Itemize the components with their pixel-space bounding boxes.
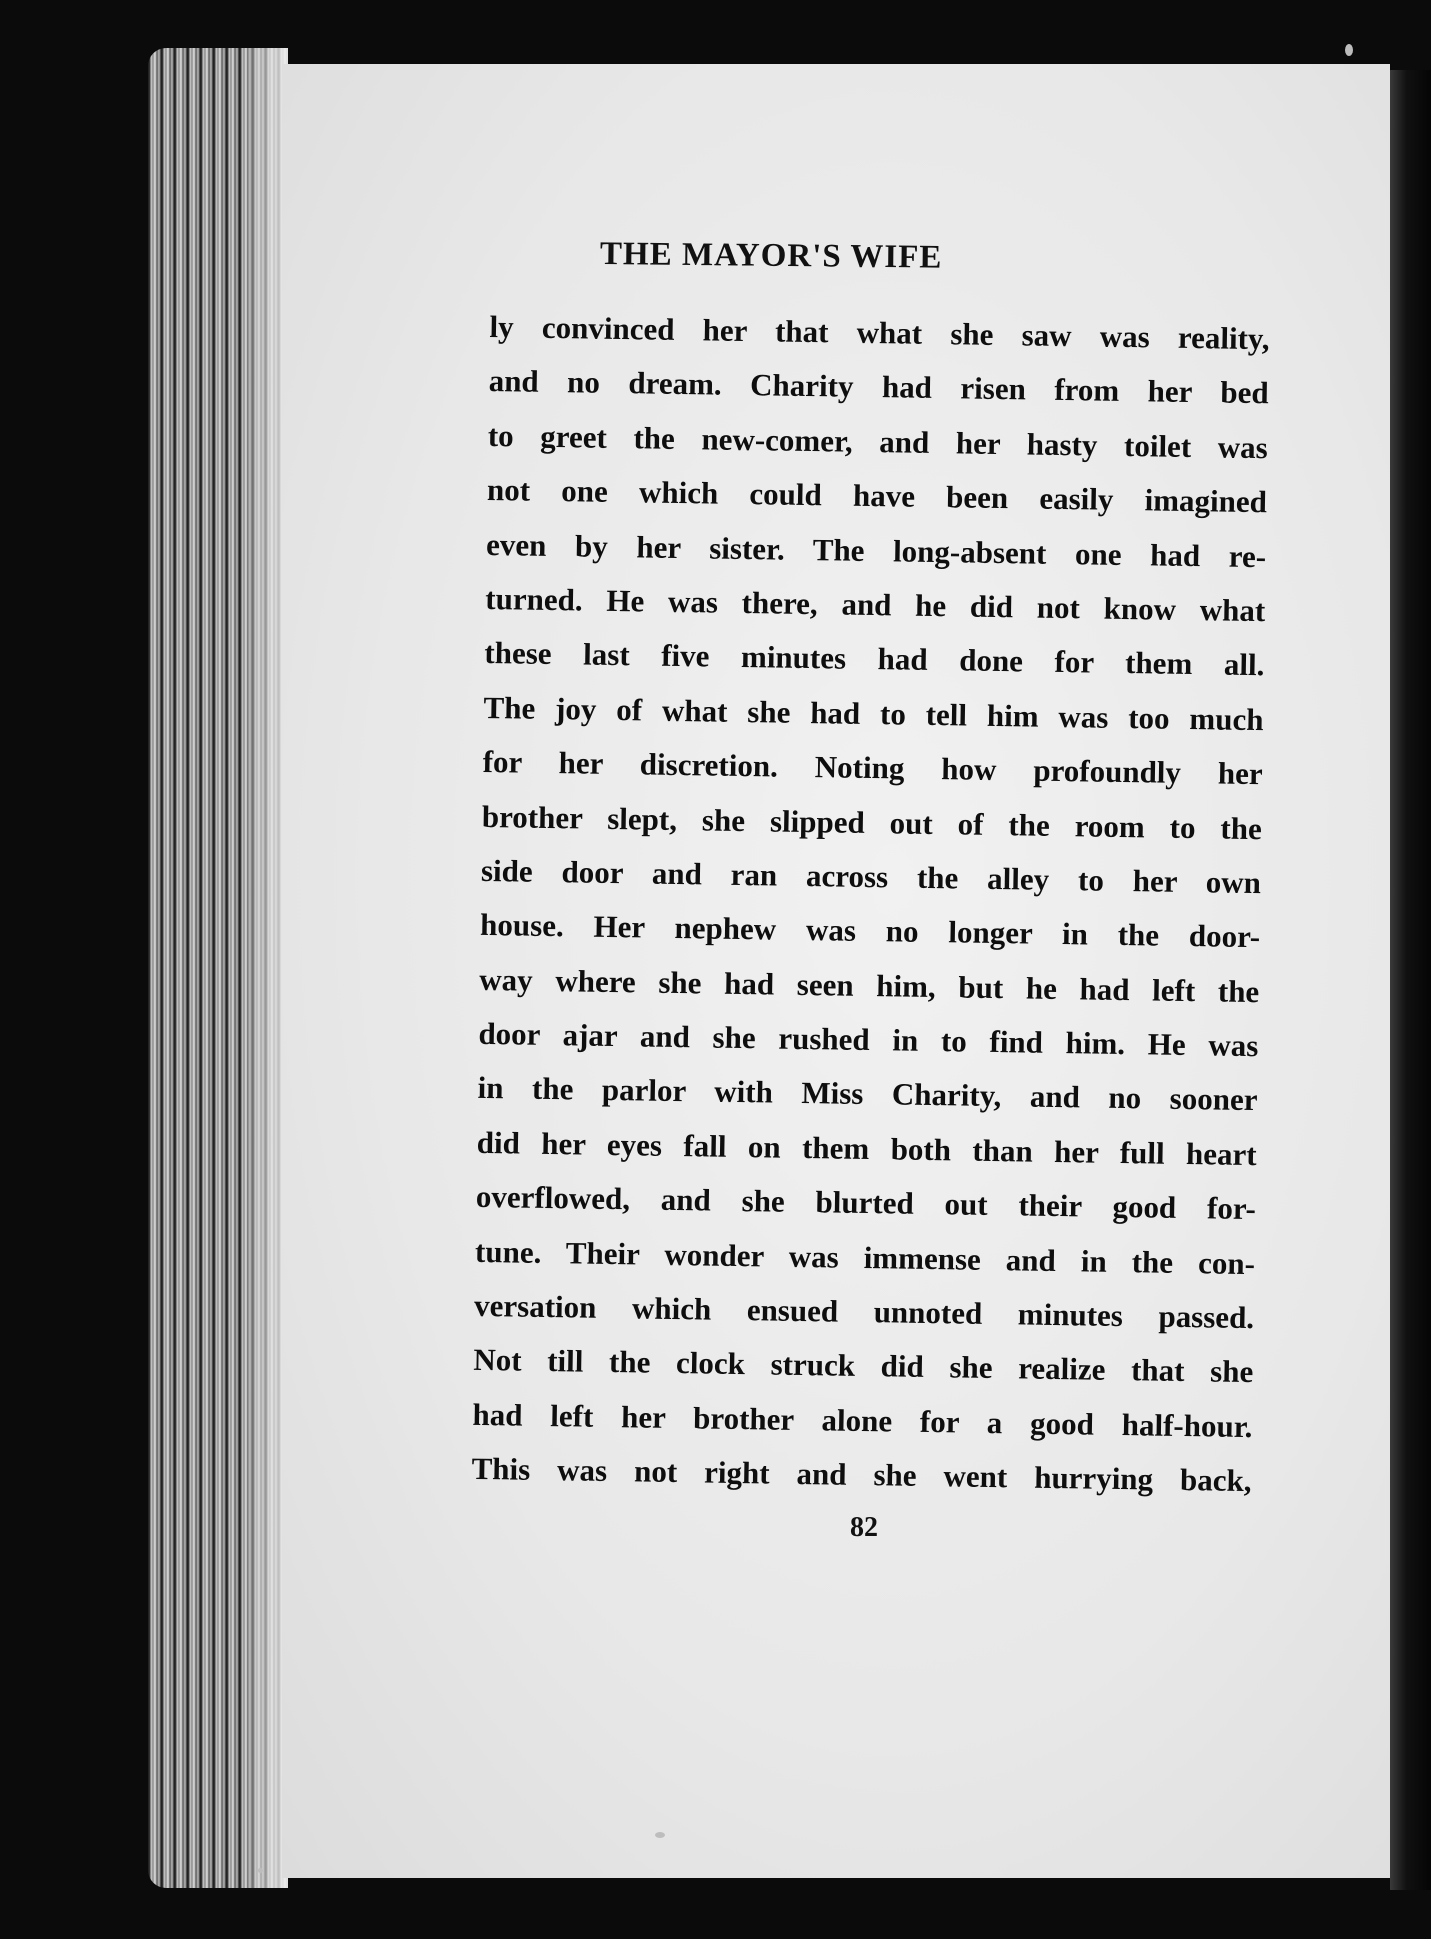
text-line: Not till the clock struck did she realize that she: [473, 1342, 1254, 1390]
text-line: to greet the new-comer, and her hasty toilet was: [487, 417, 1269, 466]
book-binding-edge: [1390, 70, 1431, 1890]
text-line: in the parlor with Miss Charity, and no sooner: [477, 1070, 1258, 1118]
page-number: 82: [850, 1512, 878, 1543]
dust-speck: [1345, 44, 1353, 56]
text-line: even by her sister. The long-absent one had re-: [485, 526, 1267, 574]
text-line: brother slept, she slipped out of the room to the: [481, 798, 1263, 846]
body-text: [471, 300, 1290, 1509]
dust-speck: [655, 1832, 665, 1838]
text-line: these last five minutes had done for them all.: [484, 635, 1265, 683]
text-line: side door and ran across the alley to her own: [480, 852, 1262, 901]
text-line: turned. He was there, and he did not know what: [485, 580, 1266, 629]
text-line: way where she had seen him, but he had left the: [479, 961, 1260, 1009]
text-line: for her discretion. Noting how profoundly her: [482, 744, 1263, 792]
text-line: house. Her nephew was no longer in the door-: [479, 907, 1261, 955]
text-line: The joy of what she had to tell him was too much: [483, 689, 1264, 737]
text-line: tune. Their wonder was immense and in the con-: [474, 1233, 1256, 1281]
text-line: overflowed, and she blurted out their good for-: [475, 1179, 1257, 1227]
text-line: and no dream. Charity had risen from her bed: [488, 363, 1269, 411]
running-head: THE MAYOR'S WIFE: [599, 236, 943, 276]
text-line: had left her brother alone for a good half-hour.: [472, 1396, 1253, 1444]
dust-speck: [258, 1868, 263, 1873]
text-line: did her eyes fall on them both than her full heart: [476, 1124, 1257, 1173]
text-line: not one which could have been easily imagined: [486, 472, 1268, 520]
text-line: door ajar and she rushed in to find him. He was: [478, 1015, 1259, 1064]
text-line: ly convinced her that what she saw was reality,: [489, 308, 1270, 357]
text-line: This was not right and she went hurrying back,: [471, 1451, 1252, 1499]
book-page-edges: [148, 48, 288, 1888]
text-line: versation which ensued unnoted minutes passed.: [473, 1287, 1255, 1336]
